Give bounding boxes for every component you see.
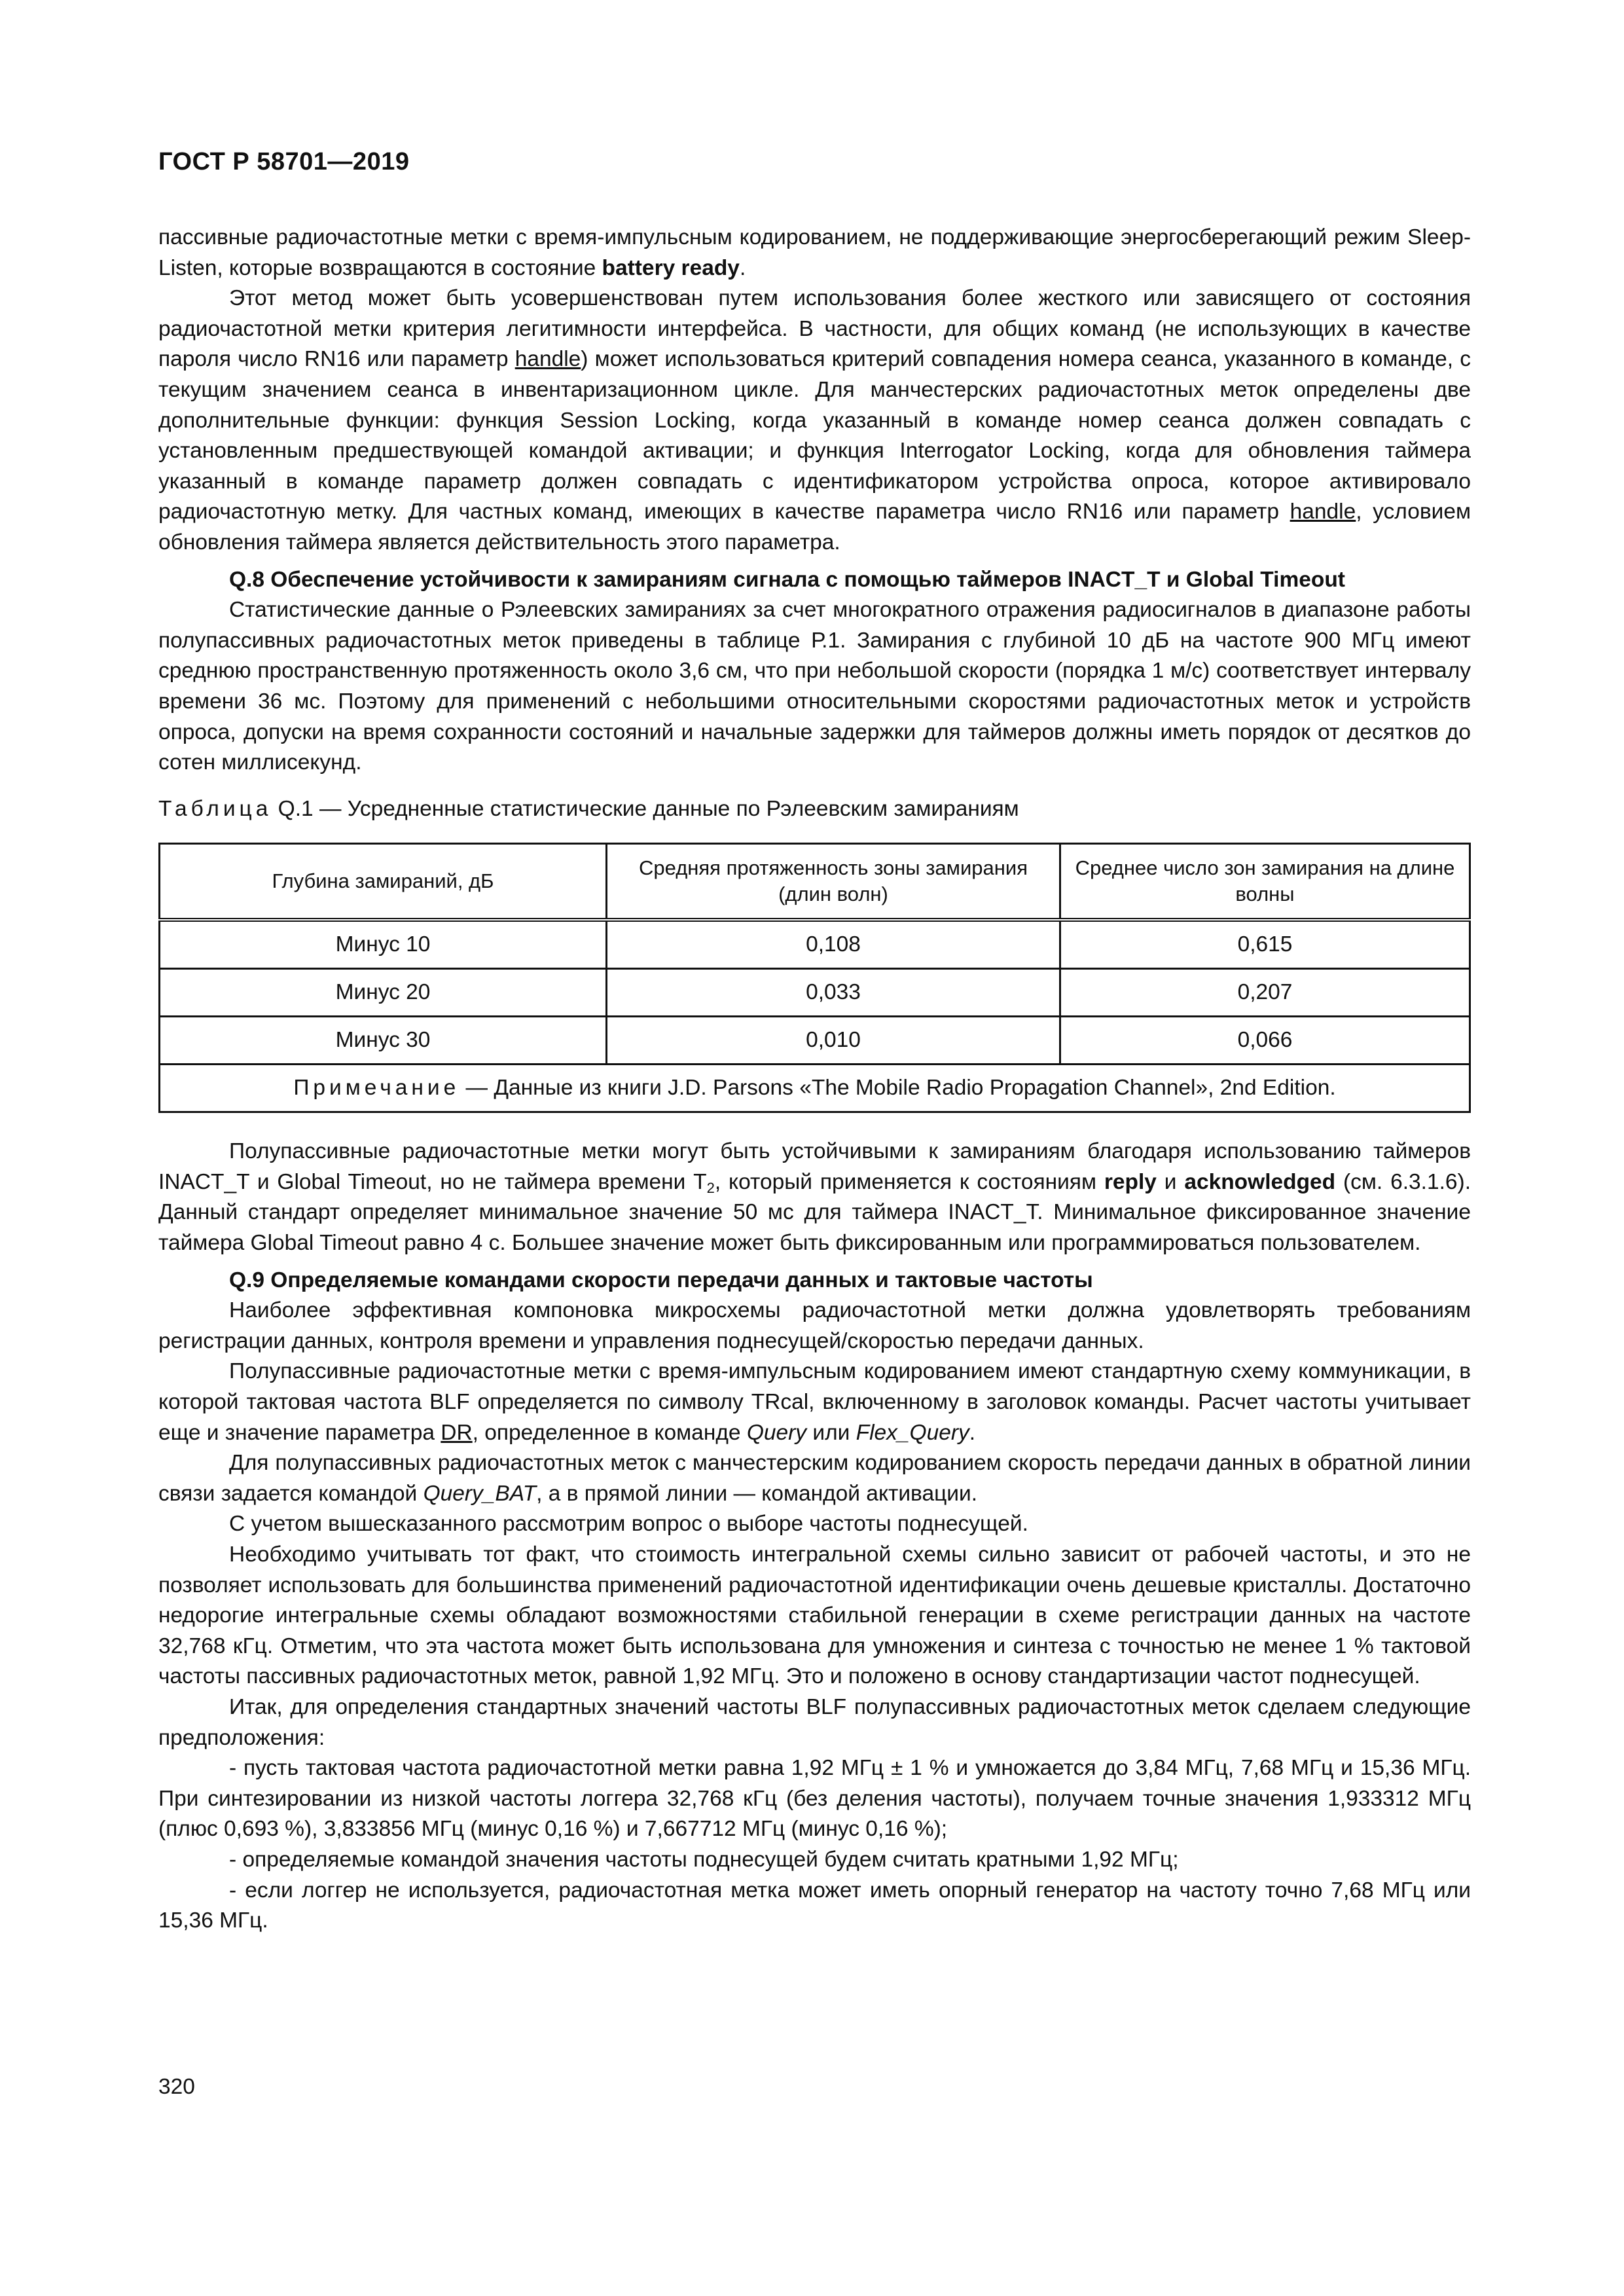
- text: , который применяется к состояниям: [714, 1169, 1104, 1194]
- note-text: — Данные из книги J.D. Parsons «The Mobile Radio Propagation Channel», 2nd Edition.: [460, 1075, 1336, 1100]
- caption-label: Таблица: [158, 796, 272, 821]
- state-name: battery ready: [602, 255, 740, 280]
- table-cell: Минус 20: [160, 969, 607, 1017]
- text: , определенное в команде: [472, 1420, 747, 1445]
- caption-text: Q.1 — Усредненные статистические данные по Рэлеевским замираниям: [272, 796, 1019, 821]
- list-item: - определяемые командой значения частоты поднесущей будем считать кратными 1,92 МГц;: [229, 1847, 1179, 1872]
- table-cell: Минус 10: [160, 920, 607, 969]
- text: , условием обновления таймера является действительность этого параметра.: [158, 500, 1471, 555]
- fading-stats-table: [158, 843, 1471, 1113]
- state-name: reply: [1104, 1169, 1157, 1194]
- paragraph: [158, 1448, 1471, 1509]
- table-cell: 0,010: [607, 1017, 1060, 1065]
- table-note-row: [160, 1065, 1470, 1112]
- table-cell: Минус 30: [160, 1017, 607, 1065]
- document-header: ГОСТ Р 58701—2019: [158, 148, 410, 175]
- command-name: Query_BAT: [423, 1481, 537, 1506]
- section-heading-q9: Q.9 Определяемые командами скорости передачи данных и тактовые частоты: [229, 1267, 1093, 1292]
- command-name: Flex_Query: [856, 1420, 969, 1445]
- paragraph: Необходимо учитывать тот факт, что стоимость интегральной схемы сильно зависит от рабочей частоты, и это не позволяет использовать для большинства применений радиочастотной идентификации очень дешевые кристаллы. Достаточно недорогие интегральные схемы обладают возможностями стабильной генерации в схеме регистрации данных на частоте 32,768 кГц. Отметим, что эта частота может быть использована для умножения и синтеза с точностью не менее 1 % тактовой частоты пассивных радиочастотных меток, равной 1,92 МГц. Это и положено в основу стандартизации частот поднесущей.: [158, 1542, 1471, 1689]
- table-row: [160, 1017, 1470, 1065]
- text: .: [969, 1420, 976, 1445]
- page-number: 320: [158, 2075, 195, 2099]
- paragraph: [158, 1137, 1471, 1258]
- table-row: [160, 969, 1470, 1017]
- text: , а в прямой линии — командой активации.: [536, 1481, 978, 1506]
- paragraph: С учетом вышесказанного рассмотрим вопрос о выборе частоты поднесущей.: [229, 1512, 1028, 1537]
- paragraph: Итак, для определения стандартных значений частоты BLF полупассивных радиочастотных меток сделаем следующие предположения:: [158, 1694, 1471, 1750]
- state-name: acknowledged: [1184, 1169, 1336, 1194]
- note-label: Примечание: [293, 1075, 460, 1100]
- table-cell: 0,207: [1060, 969, 1470, 1017]
- paragraph: Наиболее эффективная компоновка микросхемы радиочастотной метки должна удовлетворять требованиям регистрации данных, контроля времени и управления поднесущей/скоростью передачи данных.: [158, 1298, 1471, 1353]
- param-name: handle: [514, 347, 581, 372]
- text: .: [739, 255, 746, 280]
- table-header-row: [160, 844, 1470, 920]
- list-item: - если логгер не используется, радиочастотная метка может иметь опорный генератор на частоту точно 7,68 МГц или 15,36 МГц.: [158, 1878, 1471, 1933]
- table-caption: [158, 794, 1471, 825]
- paragraph: [158, 223, 1471, 283]
- table-row: [160, 920, 1470, 969]
- table-cell: 0,615: [1060, 920, 1470, 969]
- text: Этот метод может быть усовершенствован путем использования более жесткого или зависящего от состояния радиочастотной метки критерия легитимности интерфейса. В частности, для общих команд (не использующих в качестве пароля число RN16 или параметр: [158, 286, 1471, 372]
- list-item: - пусть тактовая частота радиочастотной метки равна 1,92 МГц ± 1 % и умножается до 3,84 МГц, 7,68 МГц и 15,36 МГц. При синтезировании из низкой частоты логгера 32,768 кГц (без деления частоты), получаем точные значения 1,933312 МГц (плюс 0,693 %), 3,833856 МГц (минус 0,16 %) и 7,667712 МГц (минус 0,16 %);: [158, 1756, 1471, 1842]
- table-note: [160, 1065, 1470, 1112]
- paragraph: [158, 1357, 1471, 1448]
- text: и: [1156, 1169, 1185, 1194]
- param-name: handle: [1290, 500, 1356, 524]
- text: Полупассивные радиочастотные метки с время-импульсным кодированием имеют стандартную схему коммуникации, в которой тактовая частота BLF определяется по символу TRcal, включенному в заголовок команды. Расчет частоты учитывает еще и значение параметра: [158, 1359, 1471, 1445]
- column-header: Среднее число зон замирания на длине волны: [1060, 844, 1470, 920]
- table-cell: 0,108: [607, 920, 1060, 969]
- param-name: DR: [441, 1420, 473, 1445]
- paragraph: [158, 283, 1471, 558]
- table-cell: 0,066: [1060, 1017, 1470, 1065]
- document-body: [158, 223, 1471, 1937]
- text: или: [806, 1420, 856, 1445]
- text: Для полупассивных радиочастотных меток с манчестерским кодированием скорость передачи данных в обратной линии связи задается командой: [158, 1451, 1471, 1506]
- text: Полупассивные радиочастотные метки могут быть устойчивыми к замираниям благодаря использованию таймеров INACT_T и Global Timeout, но не таймера времени T: [158, 1139, 1471, 1194]
- table-cell: 0,033: [607, 969, 1060, 1017]
- text: пассивные радиочастотные метки с время-импульсным кодированием, не поддерживающие энергосберегающий режим Sleep-Listen, которые возвращаются в состояние: [158, 225, 1471, 280]
- text: ) может использоваться критерий совпадения номера сеанса, указанного в команде, с текущим значением сеанса в инвентаризационном цикле. Для манчестерских радиочастотных меток определены две дополнительные функции: функция Session Locking, когда указанный в команде номер сеанса должен совпадать с установленным предшествующей командой активации; и функция Interrogator Locking, когда для обновления таймера указанный в команде параметр должен совпадать с идентификатором устройства опроса, которое активировало радиочастотную метку. Для частных команд, имеющих в качестве параметра число RN16 или параметр: [158, 347, 1471, 524]
- column-header: Глубина замираний, дБ: [160, 844, 607, 920]
- paragraph: Статистические данные о Рэлеевских замираниях за счет многократного отражения радиосигналов в диапазоне работы полупассивных радиочастотных меток приведены в таблице Р.1. Замирания с глубиной 10 дБ на частоте 900 МГц имеют среднюю пространственную протяженность около 3,6 см, что при небольшой скорости (порядка 1 м/с) соответствует интервалу времени 36 мс. Поэтому для применений с небольшими относительными скоростями радиочастотных меток и устройств опроса, допуски на время сохранности состояний и начальные задержки для таймеров должны иметь порядок от десятков до сотен миллисекунд.: [158, 598, 1471, 775]
- subscript: 2: [706, 1179, 715, 1196]
- text: (см. 6.3.1.6). Данный стандарт определяет минимальное значение 50 мс для таймера INACT_T. Минимальное фиксированное значение таймера Global Timeout равно 4 с. Большее значение может быть фиксированным или программироваться пользователем.: [158, 1169, 1471, 1256]
- column-header: Средняя протяженность зоны замирания (длин волн): [607, 844, 1060, 920]
- section-heading-q8: Q.8 Обеспечение устойчивости к замираниям сигнала с помощью таймеров INACT_T и Global Timeout: [229, 567, 1345, 592]
- command-name: Query: [746, 1420, 807, 1445]
